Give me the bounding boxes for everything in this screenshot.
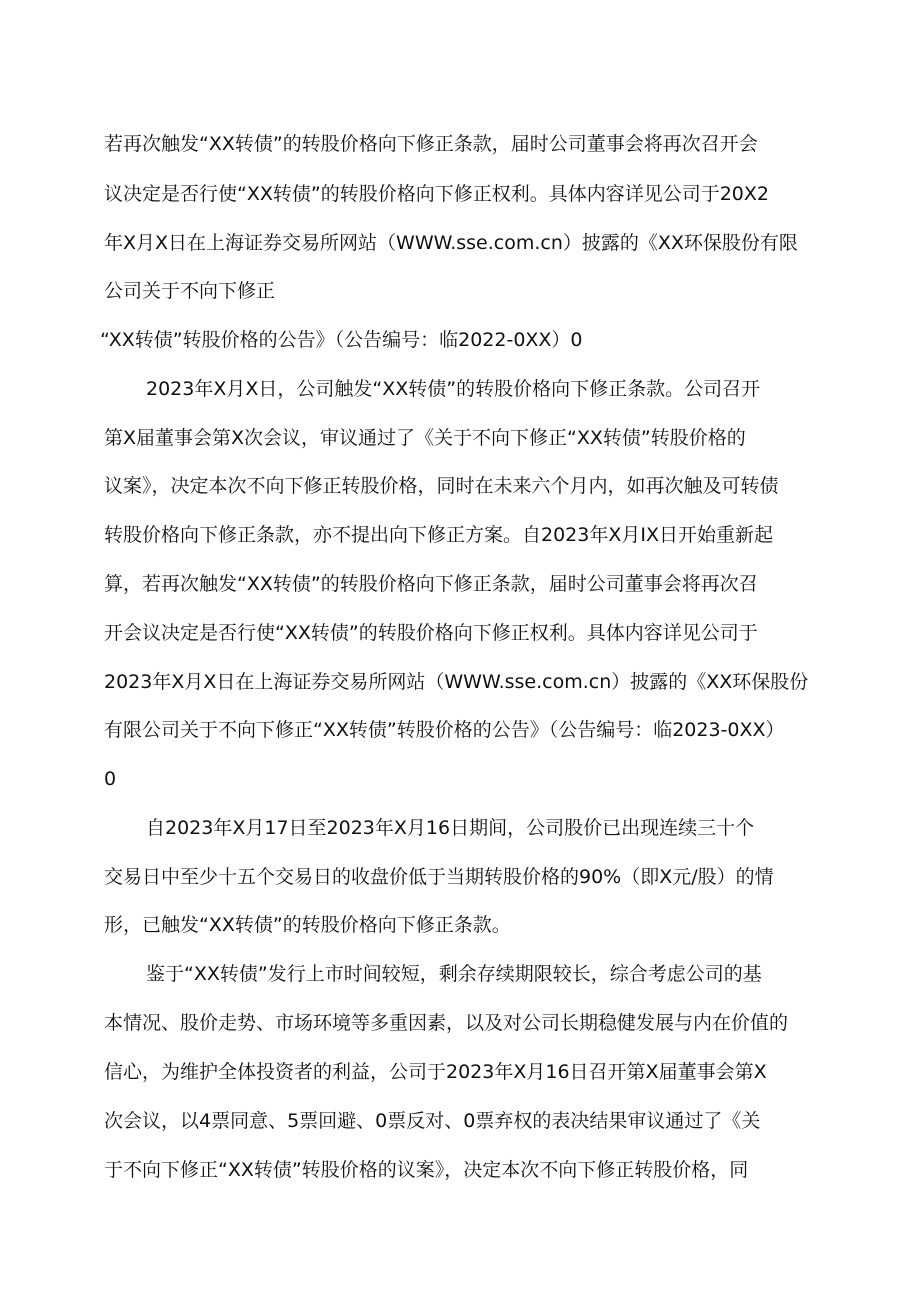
paragraph-1-line-3: 年X月X日在上海证券交易所网站（WWW.sse.com.cn）披露的《XX环保股份有限: [104, 232, 798, 254]
paragraph-2-line-5: 算，若再次触发“XX转债”的转股价格向下修正条款，届时公司董事会将再次召: [104, 573, 758, 595]
paragraph-3-line-2: 交易日中至少十五个交易日的收盘价低于当期转股价格的90%（即X元/股）的情: [104, 866, 774, 888]
paragraph-1-line-4: 公司关于不向下修正: [104, 280, 276, 302]
paragraph-2-line-6: 开会议决定是否行使“XX转债”的转股价格向下修正权利。具体内容详见公司于: [104, 622, 758, 644]
paragraph-4-line-1: 鉴于“XX转债”发行上市时间较短，剩余存续期限较长，综合考虑公司的基: [146, 963, 762, 985]
paragraph-2-line-9: 0: [104, 768, 117, 790]
paragraph-1-line-5: “XX转债”转股价格的公告》（公告编号：临2022-0XX）0: [100, 329, 583, 351]
paragraph-4-line-2: 本情况、股价走势、市场环境等多重因素，以及对公司长期稳健发展与内在价值的: [104, 1012, 789, 1034]
paragraph-2-line-8: 有限公司关于不向下修正“XX转债”转股价格的公告》（公告编号：临2023-0XX）: [104, 719, 785, 741]
paragraph-2-line-3: 议案》，决定本次不向下修正转股价格，同时在未来六个月内，如再次触及可转债: [104, 475, 779, 497]
paragraph-4-line-4: 次会议，以4票同意、5票回避、0票反对、0票弃权的表决结果审议通过了《关: [104, 1110, 761, 1132]
paragraph-2-line-2: 第X届董事会第X次会议，审议通过了《关于不向下修正“XX转债”转股价格的: [104, 427, 746, 449]
paragraph-1-line-2: 议决定是否行使“XX转债”的转股价格向下修正权利。具体内容详见公司于20X2: [104, 183, 770, 205]
paragraph-2-line-1: 2023年X月X日，公司触发“XX转债”的转股价格向下修正条款。公司召开: [146, 378, 761, 400]
paragraph-2-line-7: 2023年X月X日在上海证券交易所网站（WWW.sse.com.cn）披露的《XX环保股份: [104, 671, 809, 693]
paragraph-2-line-4: 转股价格向下修正条款，亦不提出向下修正方案。自2023年X月IX日开始重新起: [104, 524, 773, 546]
paragraph-3-line-3: 形，已触发“XX转债”的转股价格向下修正条款。: [104, 914, 511, 936]
paragraph-1-line-1: 若再次触发“XX转债”的转股价格向下修正条款，届时公司董事会将再次召开会: [104, 133, 758, 155]
paragraph-3-line-1: 自2023年X月17日至2023年X月16日期间，公司股价已出现连续三十个: [146, 817, 755, 839]
paragraph-4-line-3: 信心，为维护全体投资者的利益，公司于2023年X月16日召开第X届董事会第X: [104, 1061, 767, 1083]
paragraph-4-line-5: 于不向下修正“XX转债”转股价格的议案》，决定本次不向下修正转股价格，同: [104, 1159, 749, 1181]
